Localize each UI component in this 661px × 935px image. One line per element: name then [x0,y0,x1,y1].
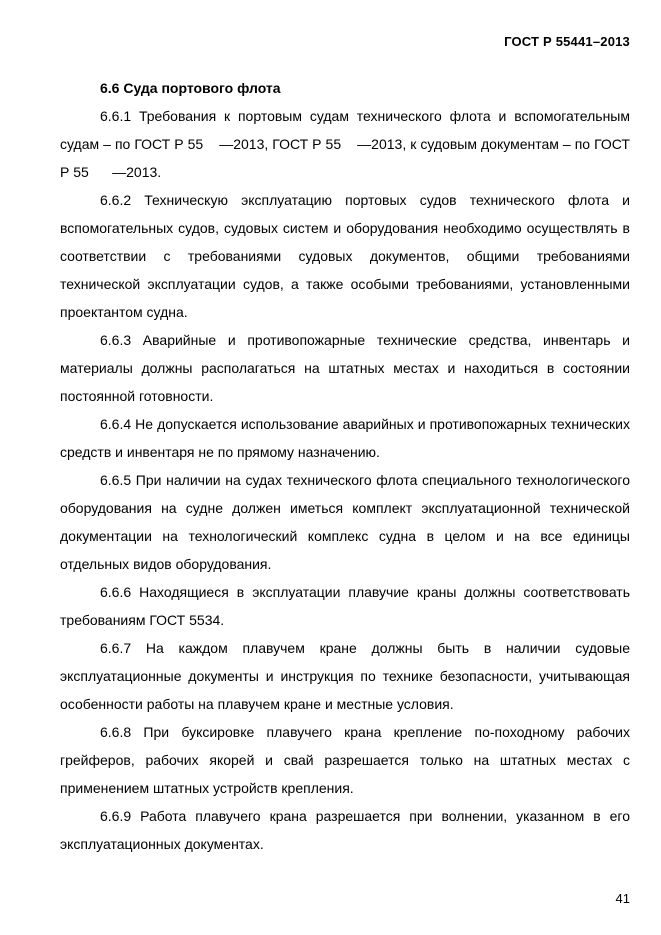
document-header [60,34,630,50]
paragraph-6-6-1: 6.6.1 Требования к портовым судам технического флота и вспомогательным судам – по ГОСТ Р 55 —2013, ГОСТ Р 55 —2013, к судовым документам – по ГОСТ Р 55 —2013. [60,108,630,180]
paragraph-6-6-3: 6.6.3 Аварийные и противопожарные технические средства, инвентарь и материалы должны располагаться на штатных местах и находиться в состоянии постоянной готовности. [60,332,630,404]
paragraph-6-6-9: 6.6.9 Работа плавучего крана разрешается при волнении, указанном в его эксплуатационных документах. [60,808,630,852]
doc-number: ГОСТ Р 55441–2013 [504,34,630,49]
paragraph-6-6-5: 6.6.5 При наличии на судах технического флота специального технологического оборудования на судне должен иметься комплект эксплуатационной технической документации на технологический комплекс судна в целом и на все единицы отдельных видов оборудования. [60,472,630,572]
section-heading: 6.6 Суда портового флота [100,80,281,96]
document-body [60,74,630,858]
paragraph-6-6-8: 6.6.8 При буксировке плавучего крана крепление по-походному рабочих грейферов, рабочих якорей и свай разрешается только на штатных местах с применением штатных устройств крепления. [60,724,630,796]
paragraph-6-6-6: 6.6.6 Находящиеся в эксплуатации плавучие краны должны соответствовать требованиям ГОСТ 5534. [60,584,630,628]
paragraph-6-6-2: 6.6.2 Техническую эксплуатацию портовых судов технического флота и вспомогательных судов, судовых систем и оборудования необходимо осуществлять в соответствии с требованиями судовых документов, общими требованиями технической эксплуатации судов, а также особыми требованиями, установленными проектантом судна. [60,192,630,320]
paragraph-6-6-4: 6.6.4 Не допускается использование аварийных и противопожарных технических средств и инвентаря не по прямому назначению. [60,416,630,460]
page-number: 41 [615,891,630,906]
paragraph-6-6-7: 6.6.7 На каждом плавучем кране должны быть в наличии судовые эксплуатационные документы и инструкция по технике безопасности, учитывающая особенности работы на плавучем кране и местные условия. [60,640,630,712]
